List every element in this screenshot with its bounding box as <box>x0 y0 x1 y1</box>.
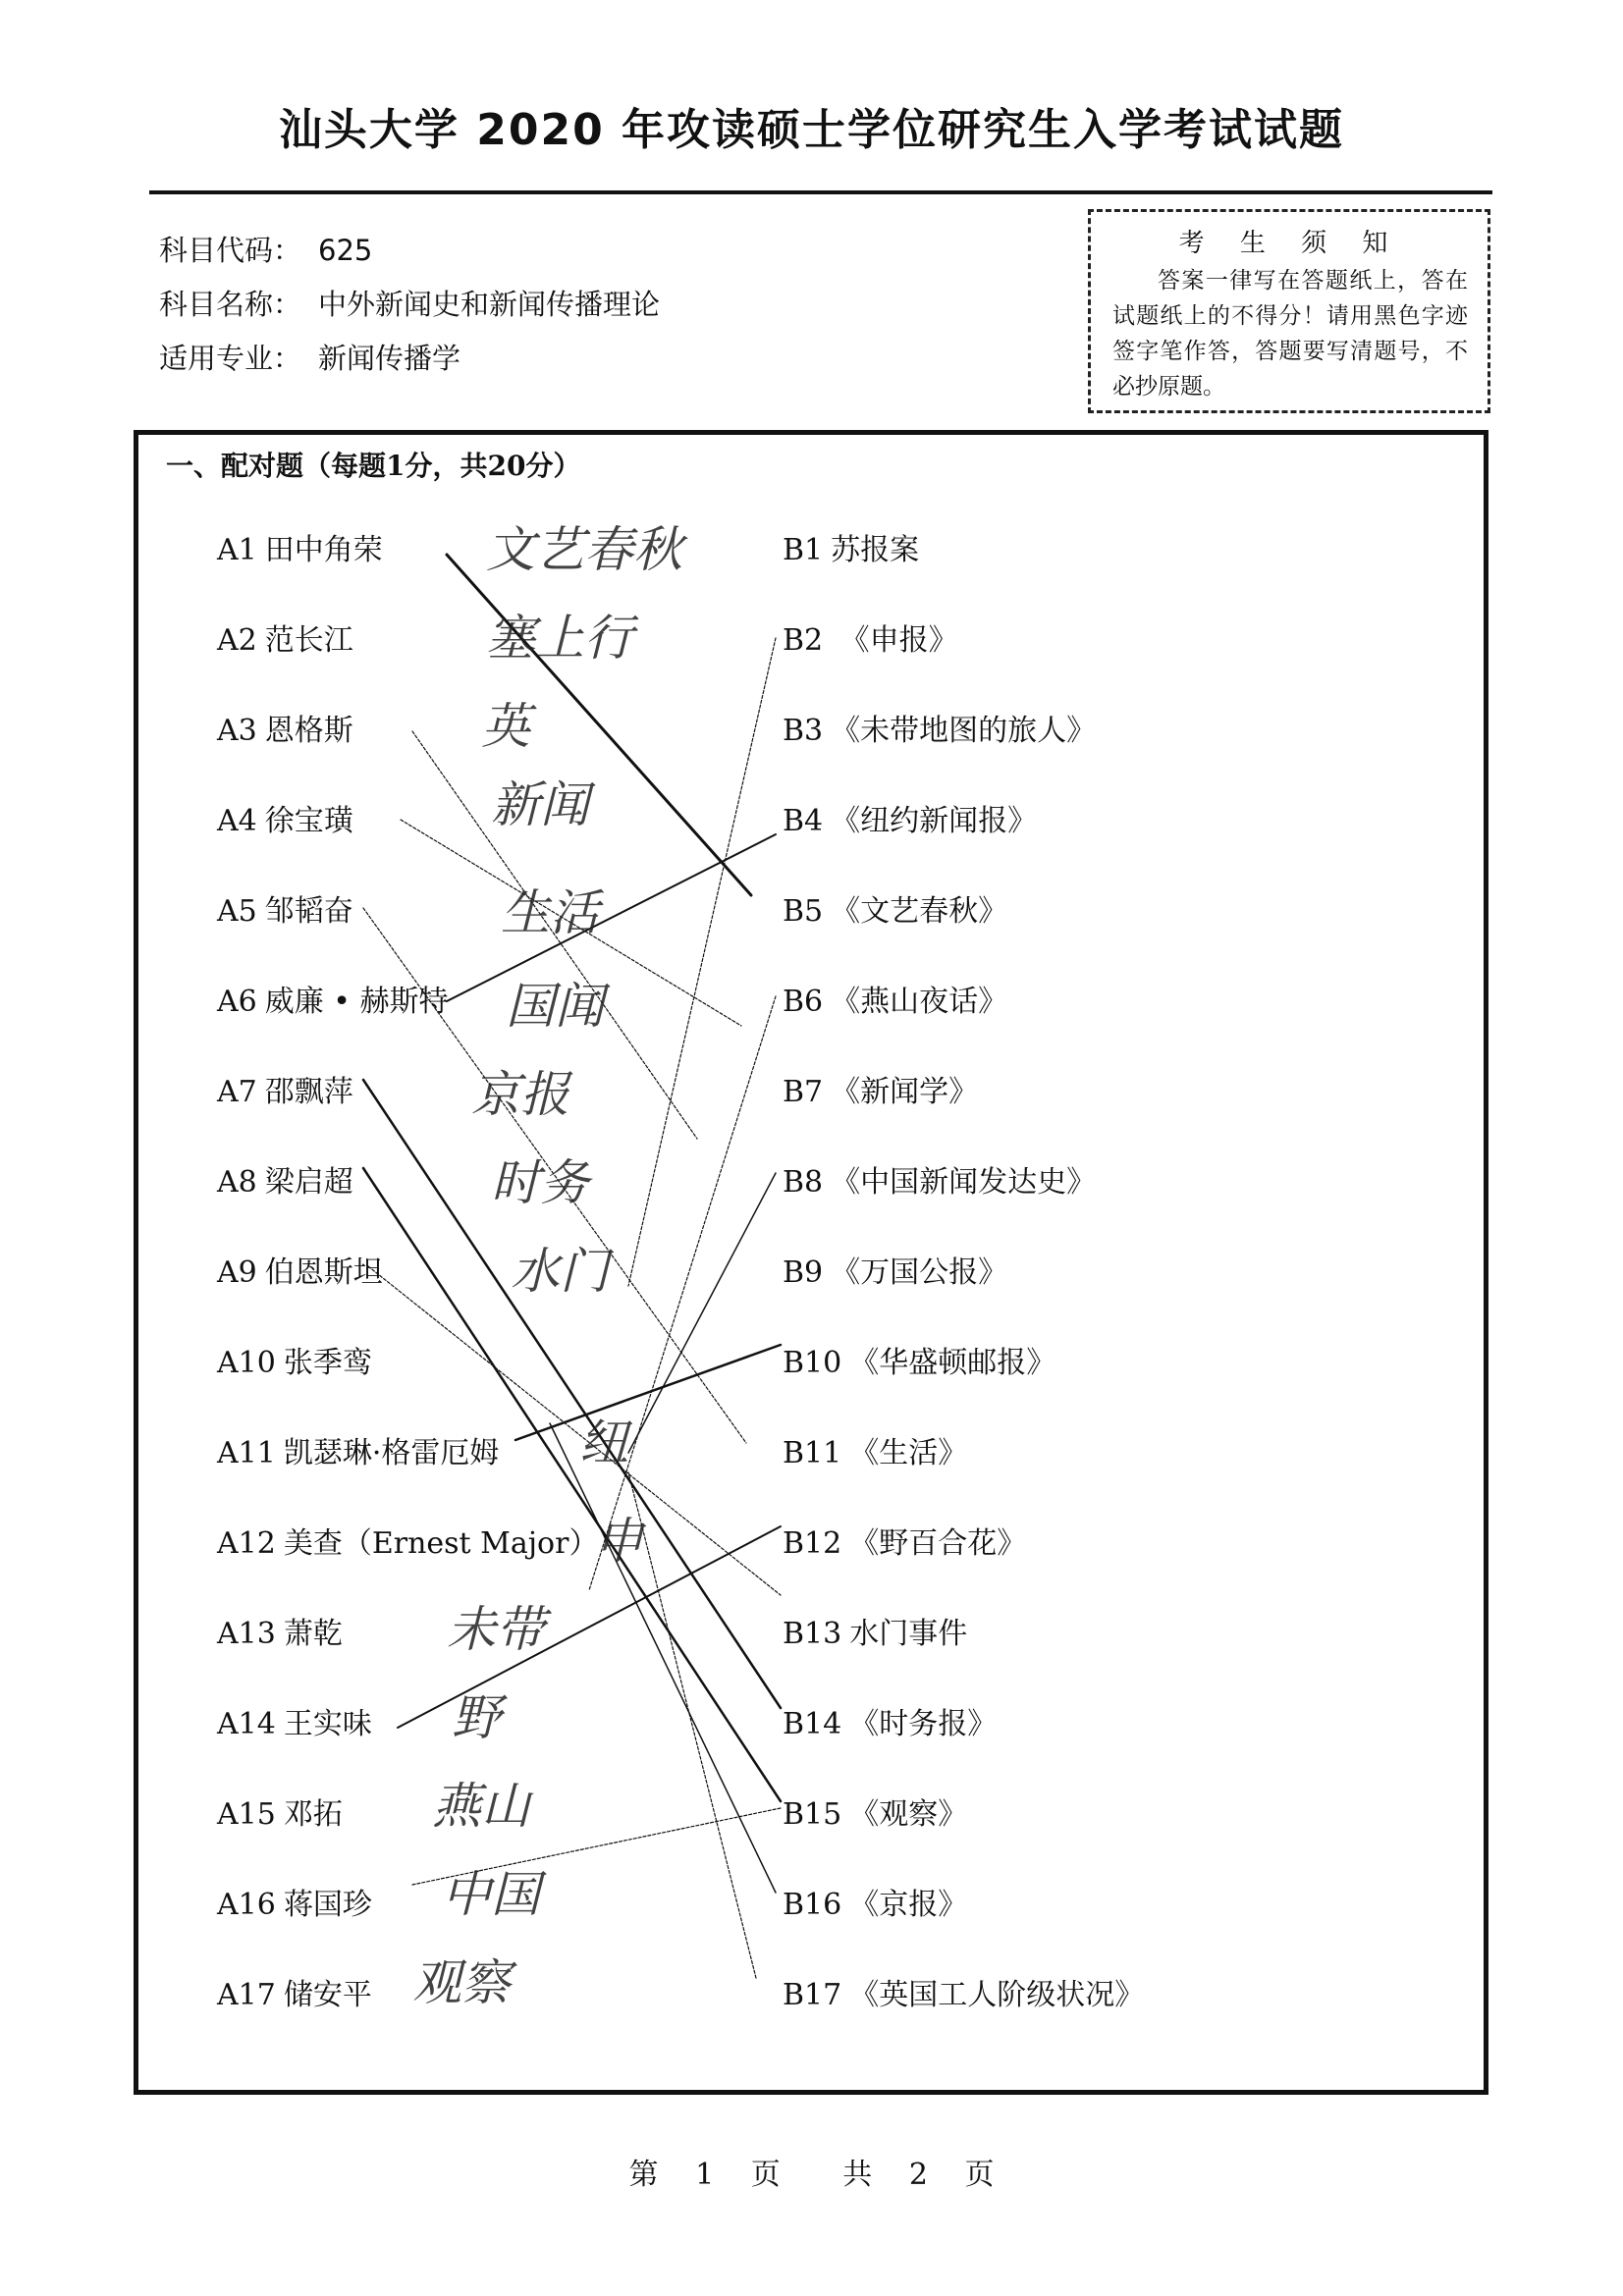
item-b6: B6 《燕山夜话》 <box>783 985 1008 1019</box>
handwritten-note: 申 <box>594 1513 643 1570</box>
handwritten-note: 观察 <box>412 1954 511 2011</box>
item-b13: B13 水门事件 <box>783 1617 968 1651</box>
handwritten-note: 塞上行 <box>486 610 633 667</box>
candidate-notice-box <box>1088 209 1490 413</box>
item-b14: B14 《时务报》 <box>783 1707 998 1741</box>
footer-page-prefix: 第 <box>628 2158 659 2192</box>
item-a16: A16 蒋国珍 <box>217 1888 372 1922</box>
notice-body: 答案一律写在答题纸上，答在试题纸上的不得分！请用黑色字迹签字笔作答，答题要写清题号，不必抄原题。 <box>1112 268 1468 400</box>
footer-page-mid: 页 <box>750 2158 781 2192</box>
subject-code-label: 科目代码： <box>159 234 302 267</box>
question-title: 一、配对题（每题1分，共20分） <box>166 450 581 482</box>
item-b15: B15 《观察》 <box>783 1797 968 1832</box>
item-a6: A6 威廉 • 赫斯特 <box>217 985 449 1019</box>
item-a15: A15 邓拓 <box>217 1797 343 1832</box>
subject-name-value: 中外新闻史和新闻传播理论 <box>318 288 661 321</box>
handwritten-note: 新闻 <box>491 776 589 833</box>
item-a17: A17 储安平 <box>217 1978 372 2012</box>
handwritten-note: 国闻 <box>506 978 604 1035</box>
handwritten-note: 英 <box>481 698 530 755</box>
notice-title: 考 生 须 知 <box>1178 229 1402 258</box>
item-a12: A12 美查（Ernest Major） <box>217 1526 599 1561</box>
exam-meta <box>159 224 660 386</box>
item-a9: A9 伯恩斯坦 <box>217 1255 383 1290</box>
item-b12: B12 《野百合花》 <box>783 1526 1027 1561</box>
item-b7: B7 《新闻学》 <box>783 1075 979 1109</box>
footer-page-number: 1 <box>695 2158 715 2192</box>
footer-total-prefix: 共 <box>842 2158 873 2192</box>
handwritten-note: 水门 <box>511 1243 609 1300</box>
footer-total-suffix: 页 <box>964 2158 995 2192</box>
item-b2: B2 《申报》 <box>783 623 958 658</box>
handwritten-note: 京报 <box>471 1066 569 1123</box>
item-a1: A1 田中角荣 <box>217 533 383 567</box>
handwritten-note: 中国 <box>442 1866 540 1923</box>
item-b9: B9 《万国公报》 <box>783 1255 1008 1290</box>
subject-name-row <box>159 278 660 332</box>
handwritten-note: 文艺春秋 <box>486 521 682 578</box>
item-a7: A7 邵飘萍 <box>217 1075 353 1109</box>
footer-total-pages: 2 <box>908 2158 928 2192</box>
item-a14: A14 王实味 <box>217 1707 372 1741</box>
title-divider <box>149 190 1492 194</box>
subject-name-label: 科目名称： <box>159 288 302 321</box>
item-a3: A3 恩格斯 <box>217 714 353 748</box>
handwritten-note: 纽 <box>579 1415 628 1471</box>
item-a11: A11 凯瑟琳·格雷厄姆 <box>217 1436 500 1470</box>
subject-code-row <box>159 224 660 278</box>
item-b5: B5 《文艺春秋》 <box>783 894 1008 929</box>
item-a5: A5 邹韬奋 <box>217 894 353 929</box>
item-a4: A4 徐宝璜 <box>217 804 353 838</box>
item-a13: A13 萧乾 <box>217 1617 343 1651</box>
item-b8: B8 《中国新闻发达史》 <box>783 1165 1097 1200</box>
exam-title: 汕头大学 2020 年攻读硕士学位研究生入学考试试题 <box>278 105 1345 155</box>
item-b11: B11 《生活》 <box>783 1436 968 1470</box>
page-footer <box>0 2150 1623 2193</box>
item-b1: B1 苏报案 <box>783 533 920 567</box>
item-b10: B10 《华盛顿邮报》 <box>783 1346 1056 1380</box>
subject-code-value: 625 <box>318 234 373 267</box>
handwritten-note: 燕山 <box>432 1778 530 1835</box>
handwritten-note: 时务 <box>491 1154 589 1211</box>
item-b3: B3 《未带地图的旅人》 <box>783 714 1097 748</box>
item-a10: A10 张季鸾 <box>217 1346 372 1380</box>
handwritten-note: 未带 <box>447 1601 545 1658</box>
handwritten-note: 野 <box>452 1689 501 1746</box>
major-row <box>159 332 660 386</box>
item-b16: B16 《京报》 <box>783 1888 968 1922</box>
question-section-box <box>134 430 1488 2095</box>
major-value: 新闻传播学 <box>318 342 461 375</box>
item-b17: B17 《英国工人阶级状况》 <box>783 1978 1145 2012</box>
handwritten-note: 生活 <box>501 884 599 941</box>
major-label: 适用专业： <box>159 342 302 375</box>
item-a8: A8 梁启超 <box>217 1165 353 1200</box>
item-b4: B4 《纽约新闻报》 <box>783 804 1038 838</box>
item-a2: A2 范长江 <box>217 623 353 658</box>
